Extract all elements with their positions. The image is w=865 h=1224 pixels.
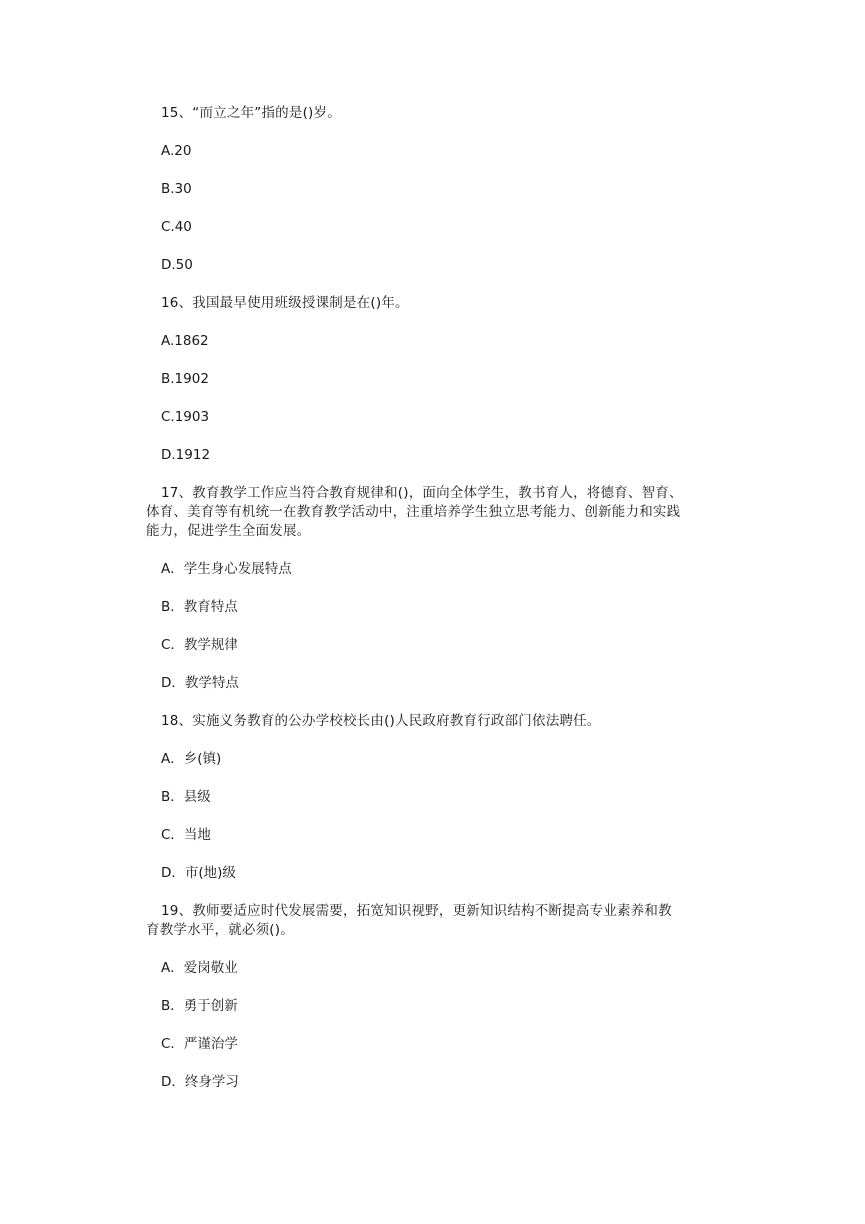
question-list (146, 104, 741, 1092)
option-a: A.1862 (161, 333, 209, 349)
question-15 (161, 104, 741, 275)
option-a: A.20 (161, 143, 192, 159)
question-16 (161, 294, 741, 465)
question-19 (146, 902, 741, 1092)
question-stem: 18、实施义务教育的公办学校校长由()人民政府教育行政部门依法聘任。 (161, 713, 601, 729)
question-stem-line: 能力，促进学生全面发展。 (146, 523, 311, 539)
option-d: D.1912 (161, 447, 211, 463)
question-stem: 15、“而立之年”指的是()岁。 (161, 105, 341, 121)
option-b: B．教育特点 (161, 599, 238, 615)
option-c: C．教学规律 (161, 637, 238, 653)
question-stem-line: 体育、美育等有机统一在教育教学活动中，注重培养学生独立思考能力、创新能力和实践 (146, 504, 681, 520)
option-c: C．当地 (161, 827, 211, 843)
option-b: B.30 (161, 181, 192, 197)
option-c: C.1903 (161, 409, 210, 425)
question-17 (146, 484, 741, 693)
question-stem-line: 19、教师要适应时代发展需要，拓宽知识视野，更新知识结构不断提高专业素养和教 (161, 903, 672, 919)
option-b: B．县级 (161, 789, 211, 805)
question-stem-line: 育教学水平，就必须()。 (146, 922, 294, 938)
option-c: C．严谨治学 (161, 1036, 238, 1052)
option-a: A．爱岗敬业 (161, 960, 238, 976)
option-d: D．教学特点 (161, 675, 239, 691)
question-stem-line: 17、教育教学工作应当符合教育规律和()，面向全体学生，教书育人，将德育、智育、 (161, 485, 683, 501)
option-d: D.50 (161, 257, 193, 273)
question-18 (161, 712, 741, 883)
option-d: D．终身学习 (161, 1074, 239, 1090)
option-d: D．市(地)级 (161, 865, 236, 881)
option-a: A．乡(镇) (161, 751, 222, 767)
option-c: C.40 (161, 219, 192, 235)
option-a: A．学生身心发展特点 (161, 561, 292, 577)
option-b: B．勇于创新 (161, 998, 238, 1014)
option-b: B.1902 (161, 371, 209, 387)
question-stem: 16、我国最早使用班级授课制是在()年。 (161, 295, 409, 311)
